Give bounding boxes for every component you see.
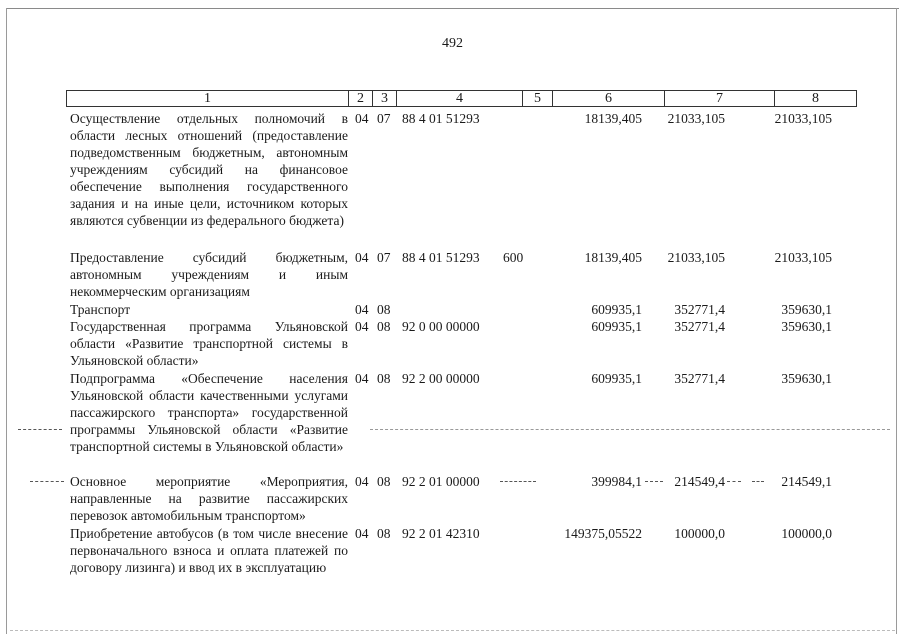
scan-dash-line — [370, 429, 890, 430]
row-description: Осуществление отдельных полномочий в области лесных отношений (предоставление подведомственным бюджетным, автономным учреждениям субсидий на финансовое обеспечение выполнения государственного задания и на иные цели, источником которых являются субвенции из федерального бюджета) — [70, 111, 348, 228]
row-subsection: 08 — [377, 474, 391, 489]
row-amount-3: 359630,1 — [781, 371, 832, 386]
row-description: Основное мероприятие «Мероприятия, направленные на развитие пассажирских перевозок автомобильным транспортом» — [70, 474, 348, 523]
row-description: Транспорт — [70, 302, 131, 317]
row-amount-2: 352771,4 — [674, 371, 725, 386]
row-amount-1: 609935,1 — [591, 371, 642, 386]
row-amount-2: 352771,4 — [674, 319, 725, 334]
row-amount-3: 359630,1 — [781, 302, 832, 317]
row-subsection: 07 — [377, 250, 391, 265]
row-section: 04 — [355, 111, 369, 126]
row-target-code: 92 2 01 42310 — [402, 526, 480, 541]
row-section: 04 — [355, 526, 369, 541]
row-amount-3: 100000,0 — [781, 526, 832, 541]
row-amount-3: 21033,105 — [774, 250, 832, 265]
column-header-8: 8 — [775, 91, 857, 107]
scan-dash-line — [30, 481, 64, 482]
row-target-code: 92 2 00 00000 — [402, 371, 480, 386]
row-target-code: 92 0 00 00000 — [402, 319, 480, 334]
row-description: Приобретение автобусов (в том числе внесение первоначального взноса и оплата платежей по договору лизинга) и ввод их в эксплуатацию — [70, 526, 348, 575]
row-amount-1: 149375,05522 — [564, 526, 642, 541]
row-amount-1: 609935,1 — [591, 302, 642, 317]
row-amount-3: 21033,105 — [774, 111, 832, 126]
column-header-2: 2 — [349, 91, 373, 107]
row-amount-1: 18139,405 — [584, 111, 642, 126]
column-header-3: 3 — [373, 91, 397, 107]
scan-dash-line — [10, 630, 895, 631]
scan-dash-line — [18, 429, 62, 430]
column-header-7: 7 — [665, 91, 775, 107]
row-description: Государственная программа Ульяновской области «Развитие транспортной системы в Ульяновской области» — [70, 319, 348, 368]
row-section: 04 — [355, 319, 369, 334]
page-border-top — [6, 8, 899, 9]
row-description: Предоставление субсидий бюджетным, автономным учреждениям и иным некоммерческим организациям — [70, 250, 348, 299]
row-subsection: 08 — [377, 302, 391, 317]
page-border-left — [6, 8, 7, 634]
row-subsection: 07 — [377, 111, 391, 126]
column-header-4: 4 — [397, 91, 523, 107]
row-amount-3: 359630,1 — [781, 319, 832, 334]
row-section: 04 — [355, 474, 369, 489]
row-amount-1: 399984,1 — [591, 474, 642, 489]
row-section: 04 — [355, 250, 369, 265]
column-header-6: 6 — [553, 91, 665, 107]
column-header-5: 5 — [523, 91, 553, 107]
row-target-code: 88 4 01 51293 — [402, 111, 480, 126]
row-target-code: 88 4 01 51293 — [402, 250, 480, 265]
row-section: 04 — [355, 302, 369, 317]
row-subsection: 08 — [377, 319, 391, 334]
column-header-table — [66, 90, 857, 107]
row-target-code: 92 2 01 00000 — [402, 474, 480, 489]
scan-dash-line — [727, 481, 741, 482]
page-border-right — [896, 8, 897, 634]
page-number: 492 — [442, 36, 463, 51]
row-amount-2: 214549,4 — [674, 474, 725, 489]
row-amount-1: 609935,1 — [591, 319, 642, 334]
row-amount-2: 21033,105 — [667, 250, 725, 265]
row-description: Подпрограмма «Обеспечение населения Ульяновской области качественными услугами пассажирского транспорта» государственной программы Ульяновской области «Развитие транспортной системы в Ульяновской области» — [70, 371, 348, 454]
row-amount-3: 214549,1 — [781, 474, 832, 489]
row-amount-1: 18139,405 — [584, 250, 642, 265]
row-subsection: 08 — [377, 371, 391, 386]
column-header-1: 1 — [67, 91, 349, 107]
row-amount-2: 21033,105 — [667, 111, 725, 126]
column-header-row — [67, 91, 857, 107]
row-section: 04 — [355, 371, 369, 386]
row-amount-2: 100000,0 — [674, 526, 725, 541]
row-subsection: 08 — [377, 526, 391, 541]
row-expense-type: 600 — [503, 250, 524, 265]
row-amount-2: 352771,4 — [674, 302, 725, 317]
